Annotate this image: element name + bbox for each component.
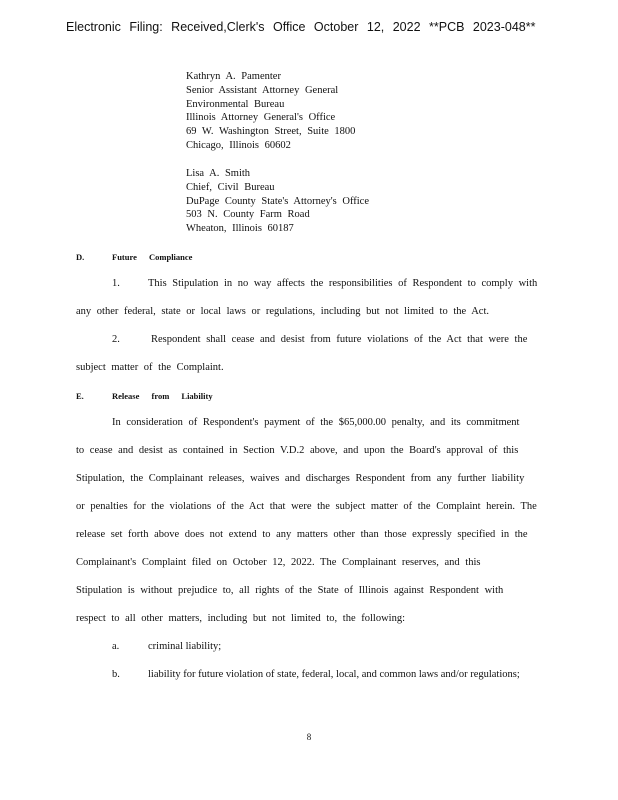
paragraph-line: Stipulation, the Complainant releases, waives and discharges Respondent from any further liability [76,473,525,484]
section-heading-d [76,252,192,262]
paragraph-line: release set forth above does not extend to any matters other than those expressly specified in the [76,529,528,540]
filing-header [66,20,586,34]
list-text: criminal liability; [148,641,222,652]
paragraph-line: Complainant's Complaint filed on October 12, 2022. The Complainant reserves, and this [76,557,481,568]
address-line: Wheaton, Illinois 60187 [186,223,294,235]
filing-banner-text: Electronic Filing: Received,Clerk's Office October 12, 2022 **PCB 2023-048** [66,20,536,34]
paragraph-line: In consideration of Respondent's payment of the $65,000.00 penalty, and its commitment [112,417,520,428]
address-line: 503 N. County Farm Road [186,209,310,221]
section-letter: D. [76,252,85,262]
list-text: liability for future violation of state, federal, local, and common laws and/or regulations; [148,669,520,680]
address-line: Lisa A. Smith [186,168,251,179]
page-number: 8 [306,732,312,742]
address-block-pamenter [186,70,355,153]
address-line: Chicago, Illinois 60602 [186,139,291,151]
list-marker: b. [112,669,120,680]
paragraph-line: any other federal, state or local laws or regulations, including but not limited to the Act. [76,306,489,317]
address-line: Environmental Bureau [186,98,285,110]
address-line: DuPage County State's Attorney's Office [186,195,369,207]
paragraph-line: Respondent shall cease and desist from future violations of the Act that were the [151,334,528,345]
paragraph-number: 1. [112,278,120,289]
section-heading-e [76,391,213,401]
paragraph-line: respect to all other matters, including but not limited to, the following: [76,613,405,624]
address-line: Kathryn A. Pamenter [186,71,281,82]
address-block-smith [186,167,369,236]
section-title: Release from Liability [112,391,213,401]
address-line: Illinois Attorney General's Office [186,112,336,124]
paragraph-line: Stipulation is without prejudice to, all rights of the State of Illinois against Respondent with [76,585,504,596]
address-line: 69 W. Washington Street, Suite 1800 [186,126,356,138]
address-line: Senior Assistant Attorney General [186,84,339,96]
list-marker: a. [112,641,120,652]
paragraph-line: or penalties for the violations of the Act that were the subject matter of the Complaint herein. The [76,501,537,512]
paragraph-line: subject matter of the Complaint. [76,362,224,373]
address-line: Chief, Civil Bureau [186,181,275,193]
paragraph-line: to cease and desist as contained in Section V.D.2 above, and upon the Board's approval of this [76,445,519,456]
section-title: Future Compliance [112,252,193,262]
paragraph-number: 2. [112,334,120,345]
section-letter: E. [76,391,84,401]
paragraph-line: This Stipulation in no way affects the responsibilities of Respondent to comply with [148,278,538,289]
